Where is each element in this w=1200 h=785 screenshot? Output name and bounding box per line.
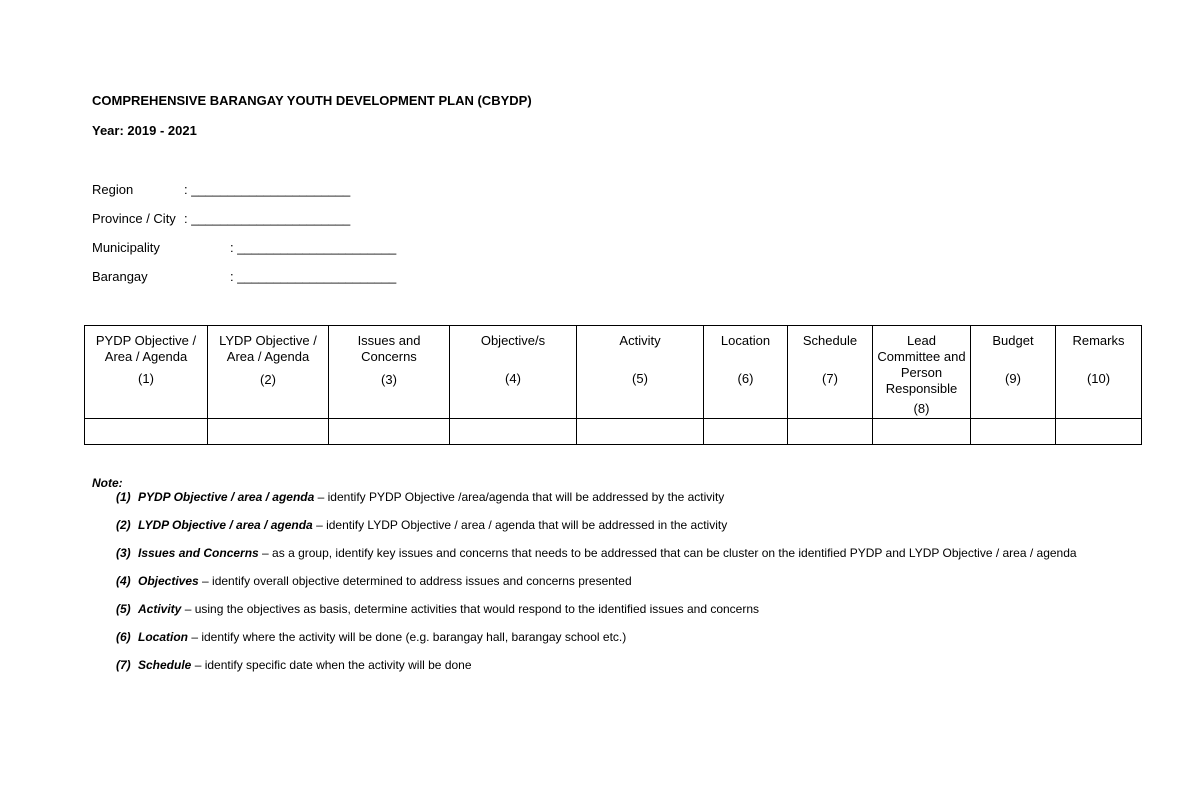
col-header-label: Activity <box>619 333 661 348</box>
col-header-number: (1) <box>138 371 154 386</box>
col-header-label: Issues and Concerns <box>357 333 421 364</box>
col-header-number: (3) <box>381 372 397 387</box>
col-header-schedule <box>788 326 873 419</box>
col-header-number: (7) <box>822 371 838 386</box>
municipality-blank[interactable]: : ______________________ <box>230 240 397 255</box>
col-header-number: (2) <box>260 372 276 387</box>
note-description: – identify PYDP Objective /area/agenda that will be addressed by the activity <box>314 490 725 504</box>
col-header-label: Lead Committee and Person Responsible <box>877 333 966 396</box>
note-description: – identify specific date when the activity will be done <box>191 658 472 672</box>
municipality-label: Municipality <box>92 240 160 255</box>
barangay-blank[interactable]: : ______________________ <box>230 269 397 284</box>
note-term: Activity <box>138 602 182 616</box>
note-number: (2) <box>116 518 131 532</box>
region-label: Region <box>92 182 134 197</box>
note-term: Issues and Concerns <box>138 546 259 560</box>
notes-section <box>92 476 1102 686</box>
municipality-field <box>92 240 397 255</box>
table-cell[interactable] <box>788 419 873 445</box>
col-header-number: (4) <box>505 371 521 386</box>
col-header-label: Location <box>720 333 771 348</box>
province-city-blank[interactable]: : ______________________ <box>184 211 351 226</box>
note-item <box>92 546 1102 561</box>
note-number: (1) <box>116 490 131 504</box>
note-item <box>92 574 1102 589</box>
col-header-lead-committee <box>873 326 971 419</box>
table-cell[interactable] <box>85 419 208 445</box>
note-item <box>92 518 1102 533</box>
note-item <box>92 490 1102 505</box>
note-number: (7) <box>116 658 131 672</box>
note-number: (6) <box>116 630 131 644</box>
table-cell[interactable] <box>329 419 450 445</box>
table-cell[interactable] <box>577 419 704 445</box>
col-header-number: (9) <box>1005 371 1021 386</box>
col-header-remarks <box>1056 326 1142 419</box>
col-header-location <box>704 326 788 419</box>
table-cell[interactable] <box>704 419 788 445</box>
note-item <box>92 658 1102 673</box>
region-blank[interactable]: : ______________________ <box>184 182 351 197</box>
note-term: Objectives <box>138 574 199 588</box>
province-city-field <box>92 211 351 226</box>
col-header-label: Objective/s <box>480 333 546 348</box>
col-header-label: Remarks <box>1072 333 1125 348</box>
province-city-label: Province / City <box>92 211 176 226</box>
col-header-issues <box>329 326 450 419</box>
table-cell[interactable] <box>971 419 1056 445</box>
note-description: – identify where the activity will be done (e.g. barangay hall, barangay school etc.) <box>188 630 627 644</box>
col-header-number: (10) <box>1086 371 1111 386</box>
col-header-objectives <box>450 326 577 419</box>
note-description: – identify LYDP Objective / area / agenda that will be addressed in the activity <box>312 518 728 532</box>
table-cell[interactable] <box>1056 419 1142 445</box>
page-title: COMPREHENSIVE BARANGAY YOUTH DEVELOPMENT PLAN (CBYDP) <box>92 93 532 108</box>
col-header-label: PYDP Objective / Area / Agenda <box>95 333 197 364</box>
col-header-budget <box>971 326 1056 419</box>
table-row <box>85 419 1142 445</box>
table-cell[interactable] <box>450 419 577 445</box>
plan-table <box>84 325 1142 445</box>
col-header-number: (5) <box>632 371 648 386</box>
col-header-label: Schedule <box>802 333 858 348</box>
note-number: (5) <box>116 602 131 616</box>
col-header-number: (6) <box>737 371 754 386</box>
barangay-label: Barangay <box>92 269 148 284</box>
plan-year: Year: 2019 - 2021 <box>92 123 197 138</box>
note-term: LYDP Objective / area / agenda <box>138 518 313 532</box>
note-term: PYDP Objective / area / agenda <box>138 490 315 504</box>
note-description: – identify overall objective determined to address issues and concerns presented <box>198 574 632 588</box>
note-description: – using the objectives as basis, determine activities that would respond to the identified issues and concerns <box>181 602 760 616</box>
table-cell[interactable] <box>873 419 971 445</box>
col-header-activity <box>577 326 704 419</box>
col-header-number: (8) <box>913 401 930 416</box>
note-description: – as a group, identify key issues and concerns that needs to be addressed that can be cluster on the identified PYDP and LYDP Objective / area / agenda <box>258 546 1077 560</box>
table-cell[interactable] <box>208 419 329 445</box>
note-number: (4) <box>116 574 131 588</box>
note-number: (3) <box>116 546 131 560</box>
region-field <box>92 182 351 197</box>
note-item <box>92 630 1102 645</box>
note-term: Schedule <box>138 658 192 672</box>
col-header-label: Budget <box>992 333 1034 348</box>
col-header-label: LYDP Objective / Area / Agenda <box>219 333 317 364</box>
barangay-field <box>92 269 397 284</box>
note-item <box>92 602 1102 617</box>
note-term: Location <box>138 630 188 644</box>
table-header-row <box>85 326 1142 419</box>
col-header-pydp <box>85 326 208 419</box>
notes-label: Note: <box>92 476 123 490</box>
col-header-lydp <box>208 326 329 419</box>
notes-list <box>92 490 1102 673</box>
